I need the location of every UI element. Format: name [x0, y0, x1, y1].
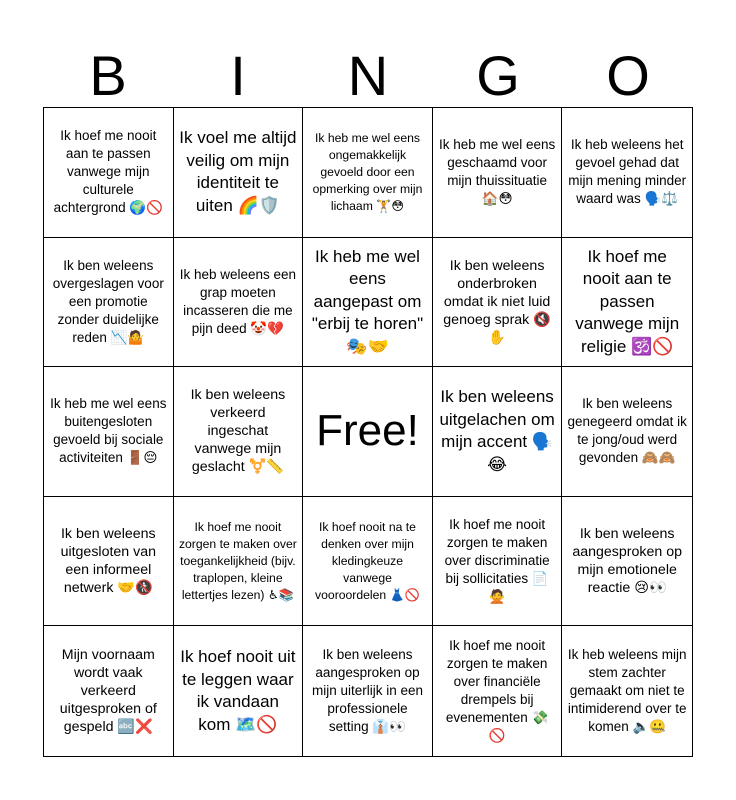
bingo-cell-r4-c5[interactable]	[562, 497, 692, 627]
bingo-cell-r5-c5[interactable]	[562, 626, 692, 756]
bingo-cell-r2-c2[interactable]	[174, 238, 304, 368]
bingo-cell-r1-c5[interactable]	[562, 108, 692, 238]
bingo-cell-r4-c3[interactable]	[303, 497, 433, 627]
header-letter-o: O	[606, 44, 650, 107]
cell-text: Ik ben weleens uitgesloten van een informeel netwerk 🤝🚷	[60, 526, 157, 597]
cell-text: Ik ben weleens onderbroken omdat ik niet luid genoeg sprak 🔇✋	[443, 257, 551, 346]
bingo-cell-r3-c1[interactable]	[44, 367, 174, 497]
cell-text: Ik heb me wel eens buitengesloten gevoeld bij sociale activiteiten 🚪😔	[50, 396, 167, 466]
cell-text: Ik ben weleens overgeslagen voor een promotie zonder duidelijke reden 📉🤷	[52, 257, 164, 345]
cell-text: Ik voel me altijd veilig om mijn identiteit te uiten 🌈🛡️	[179, 128, 297, 215]
bingo-cell-r4-c1[interactable]	[44, 497, 174, 627]
bingo-cell-r2-c3[interactable]	[303, 238, 433, 368]
bingo-cell-r3-c5[interactable]	[562, 367, 692, 497]
bingo-cell-r5-c2[interactable]	[174, 626, 304, 756]
bingo-cell-r3-c4[interactable]	[433, 367, 563, 497]
bingo-cell-r4-c4[interactable]	[433, 497, 563, 627]
cell-text: Ik heb me wel eens ongemakkelijk gevoeld door een opmerking over mijn lichaam 🏋️😳	[312, 130, 423, 213]
bingo-cell-r5-c4[interactable]	[433, 626, 563, 756]
cell-text: Ik hoef me nooit aan te passen vanwege mijn religie 🕉️🚫	[575, 246, 680, 356]
cell-text: Ik ben weleens verkeerd ingeschat vanwege mijn geslacht ⚧️📏	[190, 387, 286, 476]
bingo-cell-r2-c4[interactable]	[433, 238, 563, 368]
free-space-label: Free!	[316, 406, 419, 456]
header-letter-g: G	[476, 44, 520, 107]
bingo-cell-r1-c1[interactable]	[44, 108, 174, 238]
cell-text: Ik ben weleens genegeerd omdat ik te jong/oud werd gevonden 🙈🙈	[567, 396, 687, 466]
bingo-board	[43, 107, 693, 757]
cell-text: Ik ben weleens uitgelachen om mijn accent 🗣️😂	[439, 387, 555, 474]
bingo-cell-r1-c3[interactable]	[303, 108, 433, 238]
cell-text: Ik hoef nooit na te denken over mijn kledingkeuze vanwege vooroordelen 👗🚫	[315, 519, 420, 602]
cell-text: Ik hoef nooit uit te leggen waar ik vandaan kom 🗺️🚫	[180, 647, 296, 734]
bingo-cell-free[interactable]	[303, 367, 433, 497]
bingo-cell-r5-c1[interactable]	[44, 626, 174, 756]
cell-text: Ik hoef me nooit aan te passen vanwege mijn culturele achtergrond 🌍🚫	[53, 128, 163, 216]
cell-text: Ik ben weleens aangesproken op mijn emotionele reactie 😢👀	[572, 526, 683, 597]
bingo-cell-r5-c3[interactable]	[303, 626, 433, 756]
cell-text: Ik hoef me nooit zorgen te maken over toegankelijkheid (bijv. traplopen, kleine lettertjes lezen) ♿📚	[178, 519, 297, 602]
cell-text: Mijn voornaam wordt vaak verkeerd uitgesproken of gespeld 🔤❌	[59, 647, 157, 736]
cell-text: Ik ben weleens aangesproken op mijn uiterlijk in een professionele setting 👔👀	[311, 647, 424, 735]
cell-text: Ik heb me wel eens geschaamd voor mijn thuissituatie 🏠😳	[438, 137, 556, 207]
cell-text: Ik hoef me nooit zorgen te maken over financiële drempels bij evenementen 💸🚫	[445, 638, 549, 744]
bingo-cell-r1-c4[interactable]	[433, 108, 563, 238]
header-letter-b: B	[89, 44, 127, 107]
bingo-cell-r2-c1[interactable]	[44, 238, 174, 368]
bingo-cell-r4-c2[interactable]	[174, 497, 304, 627]
cell-text: Ik hoef me nooit zorgen te maken over discriminatie bij sollicitaties 📄🙅	[444, 517, 550, 605]
bingo-cell-r1-c2[interactable]	[174, 108, 304, 238]
bingo-cell-r2-c5[interactable]	[562, 238, 692, 368]
cell-text: Ik heb weleens het gevoel gehad dat mijn mening minder waard was 🗣️⚖️	[568, 137, 687, 207]
cell-text: Ik heb weleens een grap moeten incasseren die me pijn deed 🤡💔	[179, 266, 297, 336]
cell-text: Ik heb me wel eens aangepast om "erbij te horen" 🎭🤝	[311, 246, 424, 356]
bingo-header	[43, 44, 693, 108]
header-letter-i: I	[230, 44, 246, 107]
cell-text: Ik heb weleens mijn stem zachter gemaakt om niet te intimiderend over te komen 🔈🤐	[567, 647, 687, 735]
bingo-cell-r3-c2[interactable]	[174, 367, 304, 497]
header-letter-n: N	[347, 44, 389, 107]
